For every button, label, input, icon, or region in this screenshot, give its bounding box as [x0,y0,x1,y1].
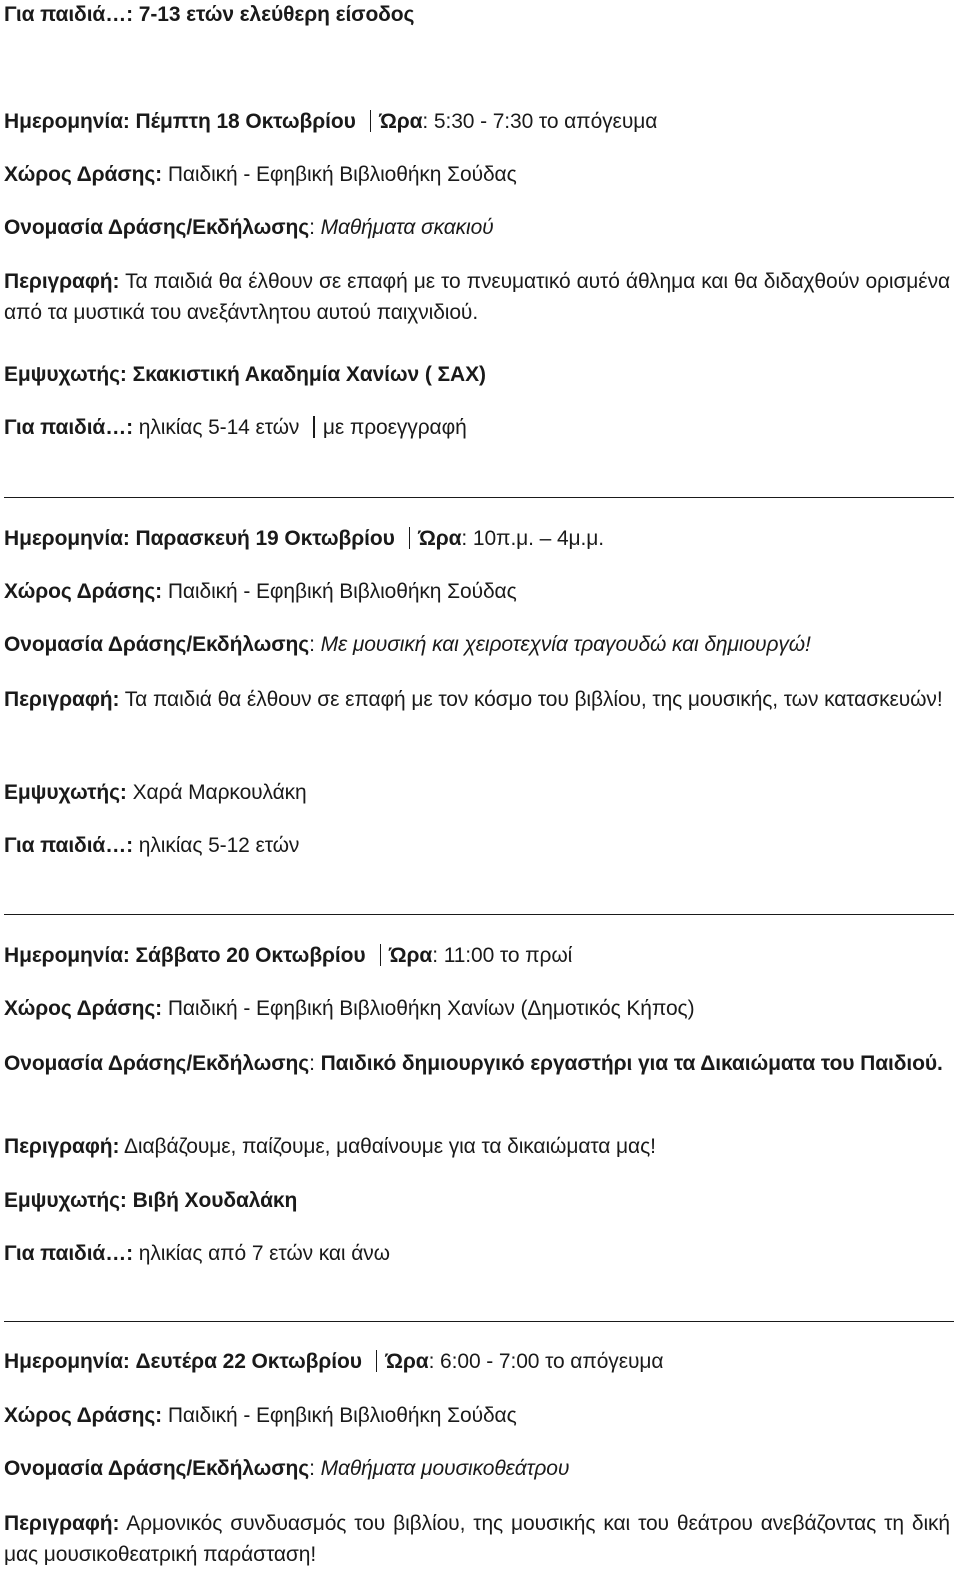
event-3-time: : 11:00 το πρωί [432,944,573,967]
description-label: Περιγραφή: [4,270,120,293]
event-4-name: Μαθήματα μουσικοθεάτρου [320,1457,570,1480]
event-2-date: Παρασκευή 19 Οκτωβρίου [135,527,395,550]
name-label: Ονομασία Δράσης/Εκδήλωσης [4,1457,310,1480]
event-2-name: Με μουσική και χειροτεχνία τραγουδώ και δημιουργώ! [320,633,811,656]
for-kids-label: Για παιδιά…: [4,3,134,26]
event-3-date: Σάββατο 20 Οκτωβρίου [135,944,366,967]
event-1-date: Πέμπτη 18 Οκτωβρίου [135,110,356,133]
time-label: Ώρα [418,527,462,550]
event-1-description-line [4,266,950,328]
venue-label: Χώρος Δράσης: [4,163,163,186]
top-for-kids-line [4,0,950,30]
event-3-ages: ηλικίας από 7 ετών και άνω [138,1242,390,1265]
separator [380,944,382,966]
event-1-venue: Παιδική - Εφηβική Βιβλιοθήκη Σούδας [167,163,517,186]
event-3-date-line [4,941,950,971]
event-1-date-line [4,107,950,137]
event-2-venue-line [4,577,950,607]
for-kids-label: Για παιδιά…: [4,834,134,857]
event-4-description: Αρμονικός συνδυασμός του βιβλίου, της μουσικής και του θεάτρου ανεβάζοντας τη δική μας μουσικοθεατρική παράσταση! [4,1512,951,1566]
name-label: Ονομασία Δράσης/Εκδήλωσης [4,633,310,656]
event-2-description: Τα παιδιά θα έλθουν σε επαφή με τον κόσμο του βιβλίου, της μουσικής, των κατασκευών! [124,688,943,711]
venue-label: Χώρος Δράσης: [4,580,163,603]
event-1-name: Μαθήματα σκακιού [320,216,494,239]
event-3-name-line: Ονομασία Δράσης/Εκδήλωσης: Παιδικό δημιουργικό εργαστήρι για τα Δικαιώματα του Παιδιού. [4,1052,943,1075]
event-2-name-line: Ονομασία Δράσης/Εκδήλωσης: Με μουσική και χειροτεχνία τραγουδώ και δημιουργώ! [4,633,811,656]
event-1-time: : 5:30 - 7:30 το απόγευμα [422,110,658,133]
for-kids-label: Για παιδιά…: [4,416,134,439]
event-4-date-line [4,1347,950,1377]
date-label: Ημερομηνία: [4,527,130,550]
date-label: Ημερομηνία: [4,944,130,967]
event-4-name-line: Ονομασία Δράσης/Εκδήλωσης: Μαθήματα μουσικοθεάτρου [4,1457,570,1480]
description-label: Περιγραφή: [4,1512,120,1535]
separator [370,110,372,132]
venue-label: Χώρος Δράσης: [4,997,163,1020]
event-4-date: Δευτέρα 22 Οκτωβρίου [135,1350,362,1373]
event-2-time: : 10π.μ. – 4μ.μ. [461,527,605,550]
event-1-name-line: Ονομασία Δράσης/Εκδήλωσης: Μαθήματα σκακιού [4,216,494,239]
event-2-ages: ηλικίας 5-12 ετών [138,834,300,857]
event-3-animator-line [4,1186,950,1216]
event-2-venue: Παιδική - Εφηβική Βιβλιοθήκη Σούδας [167,580,517,603]
animator-label: Εμψυχωτής: [4,363,127,386]
animator-label: Εμψυχωτής: [4,1189,127,1212]
venue-label: Χώρος Δράσης: [4,1404,163,1427]
event-1-animator-line [4,360,950,390]
event-4-venue: Παιδική - Εφηβική Βιβλιοθήκη Σούδας [167,1404,517,1427]
event-1-animator: Σκακιστική Ακαδημία Χανίων ( ΣΑΧ) [132,363,486,386]
event-2-animator: Χαρά Μαρκουλάκη [132,781,307,804]
description-label: Περιγραφή: [4,688,120,711]
event-3-animator: Βιβή Χουδαλάκη [132,1189,298,1212]
separator [409,527,411,549]
event-3-ages-line [4,1239,950,1269]
event-2-animator-line [4,778,950,808]
time-label: Ώρα [389,944,433,967]
event-1-venue-line [4,160,950,190]
time-label: Ώρα [379,110,423,133]
for-kids-label: Για παιδιά…: [4,1242,134,1265]
event-1-ages: ηλικίας 5-14 ετών [138,416,300,439]
event-3-description-line [4,1132,950,1162]
event-4-venue-line [4,1401,950,1431]
top-ages: 7-13 ετών ελεύθερη είσοδος [138,3,415,26]
event-4-description-line [4,1508,950,1570]
event-3-venue: Παιδική - Εφηβική Βιβλιοθήκη Χανίων (Δημοτικός Κήπος) [167,997,695,1020]
separator [313,416,315,438]
name-label: Ονομασία Δράσης/Εκδήλωσης [4,1052,310,1075]
event-1-extra: με προεγγραφή [322,416,467,439]
section-divider [4,1321,954,1322]
name-label: Ονομασία Δράσης/Εκδήλωσης [4,216,310,239]
date-label: Ημερομηνία: [4,1350,130,1373]
separator [376,1350,378,1372]
section-divider [4,497,954,498]
date-label: Ημερομηνία: [4,110,130,133]
animator-label: Εμψυχωτής: [4,781,127,804]
event-1-ages-line [4,413,950,443]
event-2-date-line [4,524,950,554]
section-divider [4,914,954,915]
description-label: Περιγραφή: [4,1135,120,1158]
event-3-name: Παιδικό δημιουργικό εργαστήρι για τα Δικαιώματα του Παιδιού. [320,1052,943,1075]
event-1-description: Τα παιδιά θα έλθουν σε επαφή με το πνευματικό αυτό άθλημα και θα διδαχθούν ορισμένα από τα μυστικά του ανεξάντλητου αυτού παιχνιδιού. [4,270,951,324]
event-4-time: : 6:00 - 7:00 το απόγευμα [428,1350,664,1373]
time-label: Ώρα [385,1350,429,1373]
event-3-description: Διαβάζουμε, παίζουμε, μαθαίνουμε για τα δικαιώματα μας! [123,1135,656,1158]
event-2-ages-line [4,831,950,861]
event-3-venue-line [4,994,950,1024]
event-2-description-line [4,684,950,715]
